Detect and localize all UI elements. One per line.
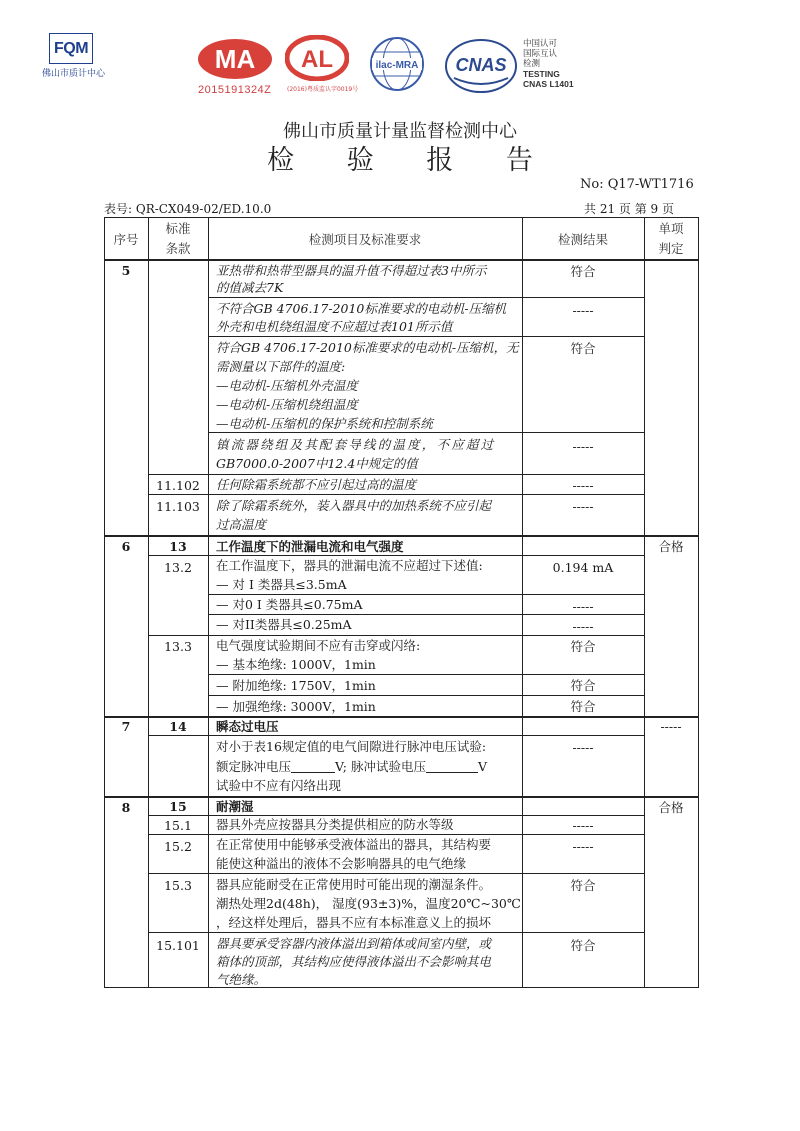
result-value: 符合 xyxy=(570,341,596,356)
fqm-logo: FQM xyxy=(49,33,93,64)
clause-number: 15.101 xyxy=(156,938,200,953)
impulse-test-voltage-label: V; 脉冲试验电压 xyxy=(335,759,426,774)
clause-number: 13.2 xyxy=(164,560,192,575)
rated-impulse-voltage-label: 额定脉冲电压 xyxy=(216,759,292,774)
table-border-top xyxy=(104,217,699,218)
result-value: 符合 xyxy=(570,938,596,953)
report-number: No: Q17-WT1716 xyxy=(580,177,694,192)
clause-number: 14 xyxy=(169,719,187,734)
requirement-text: — 对II类器具≤0.25mA xyxy=(216,617,352,632)
section-title: 工作温度下的泄漏电流和电气强度 xyxy=(216,539,404,554)
clause-number: 11.102 xyxy=(156,478,200,493)
requirement-text: 箱体的顶部，其结构应使得液体溢出不会影响其电 xyxy=(216,954,492,969)
ilac-mra-logo xyxy=(369,36,425,92)
requirement-text: 能使这种溢出的液体不会影响器具的电气绝缘 xyxy=(216,856,467,871)
table-border-right xyxy=(698,217,699,988)
verdict-value: ----- xyxy=(660,719,682,734)
header-clause-line1: 标准 xyxy=(165,221,191,236)
section-title: 瞬态过电压 xyxy=(216,719,279,734)
requirement-text: 任何除霜系统都不应引起过高的温度 xyxy=(216,477,417,492)
unit-label: V xyxy=(477,759,488,774)
requirement-text: 除了除霜系统外，装入器具中的加热系统不应引起 xyxy=(216,498,492,513)
result-value: ----- xyxy=(572,818,594,833)
seq-number: 7 xyxy=(121,719,131,734)
requirement-text: — 加强绝缘: 3000V，1min xyxy=(216,699,376,714)
requirement-text: 在正常使用中能够承受液体溢出的器具，其结构要 xyxy=(216,837,492,852)
cal-logo xyxy=(285,35,349,81)
clause-number: 15.1 xyxy=(164,818,192,833)
result-value: ----- xyxy=(572,303,594,318)
result-value: ----- xyxy=(572,599,594,614)
verdict-value: 合格 xyxy=(658,800,684,815)
header-item: 检测项目及标准要求 xyxy=(308,232,422,247)
requirement-text: 在工作温度下，器具的泄漏电流不应超过下述值: xyxy=(216,558,483,573)
result-value: 符合 xyxy=(570,639,596,654)
blank-field xyxy=(291,759,335,773)
blank-field xyxy=(426,759,478,773)
requirement-text: 器具应能耐受在正常使用时可能出现的潮湿条件。 xyxy=(216,877,492,892)
requirement-text: —电动机-压缩机的保护系统和控制系统 xyxy=(216,416,433,431)
requirement-text: 器具要承受容器内液体溢出到箱体或间室内壁，或 xyxy=(216,936,492,951)
row-divider xyxy=(148,932,645,933)
row-divider xyxy=(148,873,645,874)
requirement-text: 亚热带和热带型器具的温升值不得超过表3中所示 xyxy=(216,263,487,278)
result-value: ----- xyxy=(572,478,594,493)
org-title: 佛山市质量计量监督检测中心 xyxy=(283,121,517,142)
requirement-text: 电气强度试验期间不应有击穿或闪络: xyxy=(216,638,421,653)
result-value: 符合 xyxy=(570,678,596,693)
requirement-text: — 对 I 类器具≤3.5mA xyxy=(216,577,347,592)
row-divider xyxy=(208,695,645,696)
result-value: 0.194 mA xyxy=(552,560,614,575)
result-value: ----- xyxy=(572,499,594,514)
requirement-text: 试验中不应有闪络出现 xyxy=(216,778,342,793)
section-title: 耐潮湿 xyxy=(216,799,254,814)
verdict-value: 合格 xyxy=(658,539,684,554)
cma-logo xyxy=(196,37,274,81)
requirement-text: 过高温度 xyxy=(216,517,267,532)
requirement-text: —电动机-压缩机外壳温度 xyxy=(216,378,358,393)
requirement-text: 对小于表16规定值的电气间隙进行脉冲电压试验: xyxy=(216,739,487,754)
fqm-org-label: 佛山市质计中心 xyxy=(42,69,106,79)
requirement-text: 需测量以下部件的温度: xyxy=(216,359,346,374)
requirement-text: 潮热处理2d(48h)， 湿度(93±3)%，温度20℃~30℃ xyxy=(216,896,521,911)
requirement-text: 气绝缘。 xyxy=(216,972,267,987)
requirement-text: — 附加绝缘: 1750V，1min xyxy=(216,678,376,693)
page-info: 共 21 页 第 9 页 xyxy=(584,202,674,216)
cnas-text: 中国认可 国际互认 检测 TESTING CNAS L1401 xyxy=(523,39,574,89)
report-title: 检 验 报 告 xyxy=(267,145,555,176)
seq-number: 5 xyxy=(121,263,131,278)
requirement-text: 不符合GB 4706.17-2010标准要求的电动机-压缩机 xyxy=(216,301,507,316)
result-value: 符合 xyxy=(570,264,596,279)
header-result: 检测结果 xyxy=(557,232,608,247)
clause-number: 15 xyxy=(169,799,187,814)
cma-logo-text: MA xyxy=(214,44,256,74)
requirement-text xyxy=(216,757,487,776)
seq-number: 6 xyxy=(121,539,131,554)
requirement-text: —电动机-压缩机绕组温度 xyxy=(216,397,358,412)
header-verdict-line1: 单项 xyxy=(658,221,684,236)
requirement-text: — 对0 I 类器具≤0.75mA xyxy=(216,597,363,612)
result-value: ----- xyxy=(572,439,594,454)
ilac-logo-text: ilac-MRA xyxy=(375,60,419,71)
requirement-text: 器具外壳应按器具分类提供相应的防水等级 xyxy=(216,817,454,832)
clause-number: 13.3 xyxy=(164,639,192,654)
clause-number: 13 xyxy=(169,539,187,554)
clause-number: 11.103 xyxy=(156,499,200,514)
requirement-text: GB7000.0-2007中12.4中规定的值 xyxy=(216,456,418,471)
requirement-text: — 基本绝缘: 1000V，1min xyxy=(216,657,376,672)
cnas-logo xyxy=(444,38,518,94)
header-verdict-line2: 判定 xyxy=(658,241,684,256)
result-value: 符合 xyxy=(570,878,596,893)
row-divider xyxy=(208,336,645,337)
result-value: 符合 xyxy=(570,699,596,714)
requirement-text: 外壳和电机绕组温度不应超过表101所示值 xyxy=(216,319,453,334)
requirement-text: 的值减去7K xyxy=(216,280,284,295)
form-number: 表号: QR-CX049-02/ED.10.0 xyxy=(104,202,272,216)
result-value: ----- xyxy=(572,619,594,634)
seq-number: 8 xyxy=(121,800,131,815)
cnas-logo-text: CNAS xyxy=(455,55,507,75)
cal-number: (2016)粤质监认字0019号 xyxy=(287,86,359,93)
clause-number: 15.2 xyxy=(164,839,192,854)
header-seq: 序号 xyxy=(113,232,139,247)
table-border-bottom xyxy=(104,987,699,988)
result-value: ----- xyxy=(572,839,594,854)
cma-number: 2015191324Z xyxy=(198,84,272,96)
result-value: ----- xyxy=(572,740,594,755)
row-divider xyxy=(208,297,645,298)
clause-number: 15.3 xyxy=(164,878,192,893)
requirement-text: 镇流器绕组及其配套导线的温度，不应超过 xyxy=(216,437,496,452)
cal-logo-text: AL xyxy=(301,46,333,73)
row-divider xyxy=(208,674,645,675)
header-clause-line2: 条款 xyxy=(165,241,191,256)
table-border-left xyxy=(104,217,105,988)
requirement-text: ，经这样处理后，器具不应有本标准意义上的损坏 xyxy=(216,915,492,930)
requirement-text: 符合GB 4706.17-2010标准要求的电动机-压缩机，无 xyxy=(216,340,519,355)
